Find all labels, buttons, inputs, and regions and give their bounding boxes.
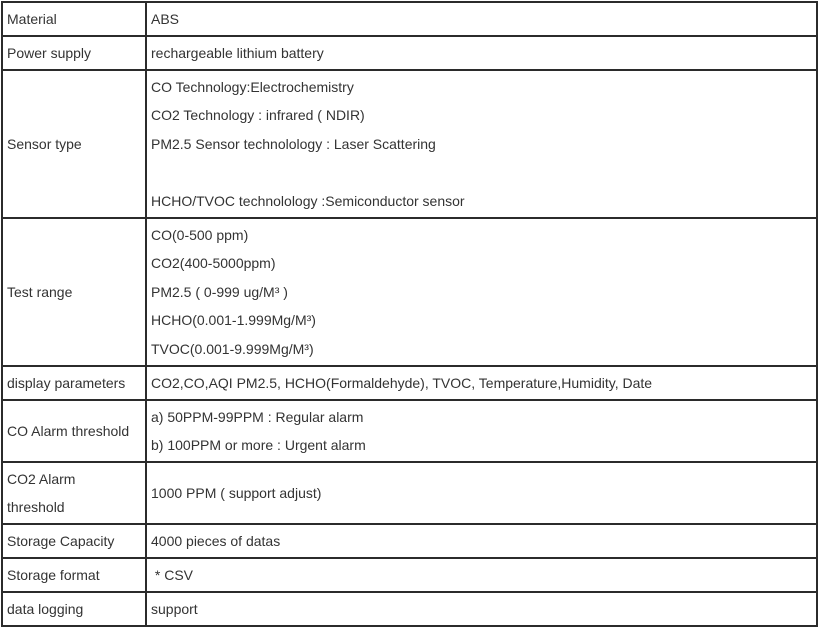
table-row-co-alarm-threshold — [2, 400, 817, 462]
value-line: * CSV — [151, 566, 194, 583]
value-line: HCHO/TVOC technolology :Semiconductor sensor — [151, 192, 465, 209]
value-line: CO2(400-5000ppm) — [151, 255, 276, 272]
value-line: b) 100PPM or more : Urgent alarm — [151, 437, 366, 453]
table-row-test-range — [2, 218, 817, 366]
table-row-storage-capacity — [2, 524, 817, 558]
row-value — [146, 36, 817, 70]
row-label — [2, 462, 146, 524]
row-value — [146, 592, 817, 626]
table-row-sensor-type — [2, 70, 817, 218]
row-label: Power supply — [2, 36, 146, 70]
row-label: Storage Capacity — [2, 524, 146, 558]
value-line: 1000 PPM ( support adjust) — [151, 484, 322, 501]
row-value — [146, 558, 817, 592]
value-line: HCHO(0.001-1.999Mg/M³) — [151, 312, 316, 329]
table-row-storage-format — [2, 558, 817, 592]
row-label-line: threshold — [7, 499, 65, 515]
row-value — [146, 366, 817, 400]
value-line: rechargeable lithium battery — [151, 44, 324, 61]
row-label: Storage format — [2, 558, 146, 592]
value-line: CO Technology:Electrochemistry — [151, 78, 354, 95]
value-line: CO2,CO,AQI PM2.5, HCHO(Formaldehyde), TVOC, Temperature,Humidity, Date — [151, 374, 653, 391]
value-line: a) 50PPM-99PPM : Regular alarm — [151, 408, 364, 425]
value-line: 4000 pieces of datas — [151, 532, 281, 549]
value-line: ABS — [151, 10, 180, 27]
row-label-line: CO2 Alarm — [7, 470, 76, 487]
row-value — [146, 462, 817, 524]
row-label: Test range — [2, 218, 146, 366]
table-row-material — [2, 2, 817, 36]
table-row-co2-alarm-threshold — [2, 462, 817, 524]
table-row-power-supply — [2, 36, 817, 70]
specification-table — [1, 1, 818, 627]
row-value — [146, 400, 817, 462]
row-label: data logging — [2, 592, 146, 626]
value-line: CO(0-500 ppm) — [151, 226, 249, 243]
row-value — [146, 70, 817, 218]
row-value — [146, 218, 817, 366]
row-label: Material — [2, 2, 146, 36]
table-row-display-parameters — [2, 366, 817, 400]
value-line: TVOC(0.001-9.999Mg/M³) — [151, 340, 314, 357]
row-value — [146, 524, 817, 558]
row-label: CO Alarm threshold — [2, 400, 146, 462]
value-line: support — [151, 600, 198, 617]
row-label: Sensor type — [2, 70, 146, 218]
row-value — [146, 2, 817, 36]
value-line: CO2 Technology : infrared ( NDIR) — [151, 107, 365, 124]
value-line: PM2.5 ( 0-999 ug/M³ ) — [151, 283, 288, 300]
value-line: PM2.5 Sensor technolology : Laser Scattering — [151, 135, 436, 152]
value-line-blank — [151, 158, 812, 187]
row-label: display parameters — [2, 366, 146, 400]
table-row-data-logging — [2, 592, 817, 626]
